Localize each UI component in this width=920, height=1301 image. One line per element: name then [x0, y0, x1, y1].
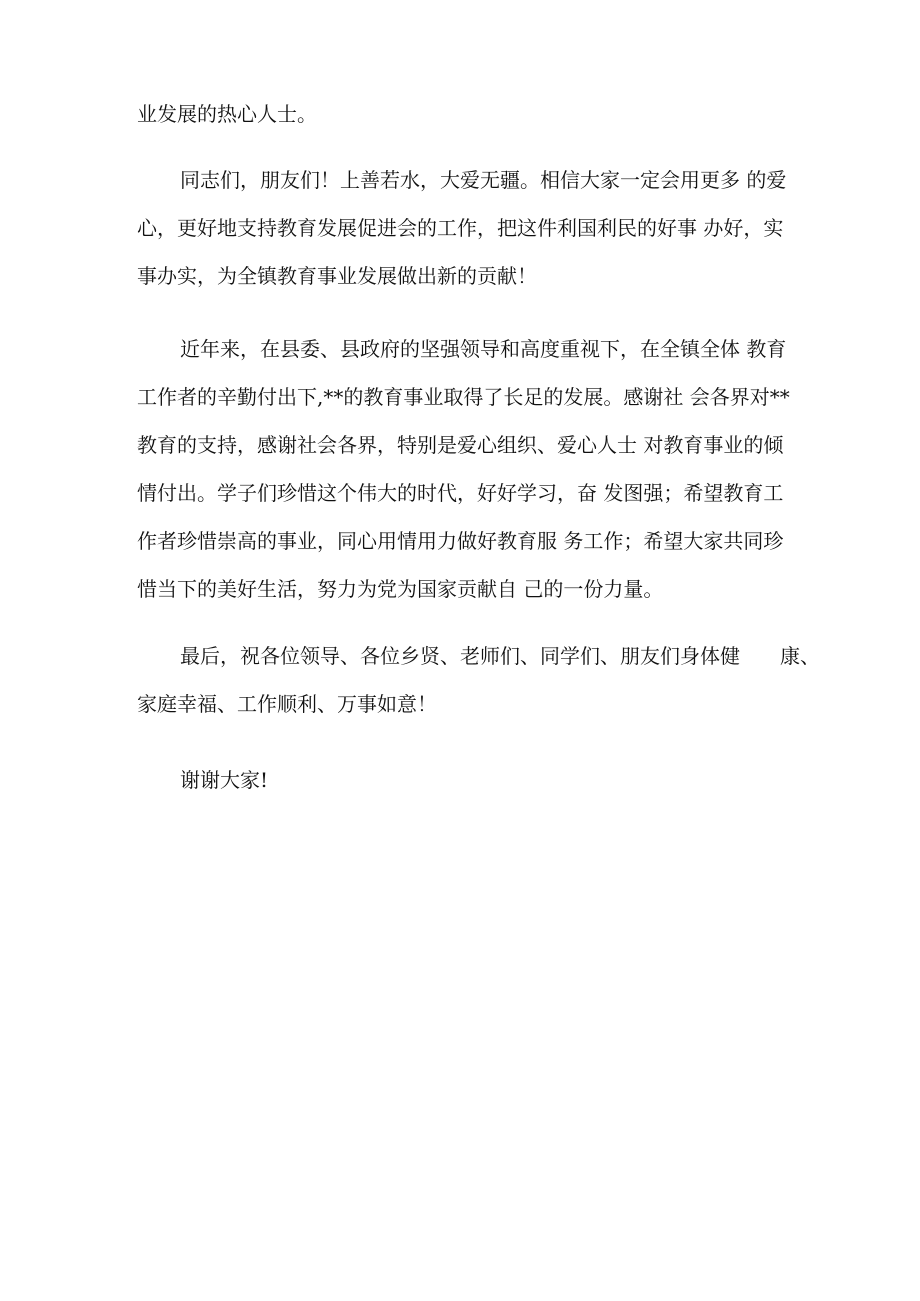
text-line-10: 惜当下的美好生活，努力为党为国家贡献自 己的一份力量。 — [137, 577, 664, 601]
text-line-2: 同志们，朋友们！上善若水，大爱无疆。相信大家一定会用更多 的爱 — [180, 168, 787, 192]
text-line-8: 情付出。学子们珍惜这个伟大的时代，好好学习，奋 发图强；希望教育工 — [137, 481, 784, 505]
text-line-13: 谢谢大家! — [180, 768, 269, 792]
text-line-11: 最后，祝各位领导、各位乡贤、老师们、同学们、朋友们身体健 康、 — [180, 644, 820, 668]
text-line-1: 业发展的热心人士。 — [137, 102, 317, 126]
text-line-12: 家庭幸福、工作顺利、万事如意！ — [137, 692, 437, 716]
text-line-4: 事办实，为全镇教育事业发展做出新的贡献！ — [137, 264, 537, 288]
text-line-3: 心，更好地支持教育发展促进会的工作，把这件利国利民的好事 办好，实 — [137, 216, 784, 240]
text-line-7: 教育的支持，感谢社会各界，特别是爱心组织、爱心人士 对教育事业的倾 — [137, 433, 784, 457]
text-line-9: 作者珍惜崇高的事业，同心用情用力做好教育服 务工作；希望大家共同珍 — [137, 529, 784, 553]
text-line-6: 工作者的辛勤付出下,**的教育事业取得了长足的发展。感谢社 会各界对** — [137, 385, 790, 409]
text-line-5: 近年来，在县委、县政府的坚强领导和高度重视下，在全镇全体 教育 — [180, 337, 787, 361]
